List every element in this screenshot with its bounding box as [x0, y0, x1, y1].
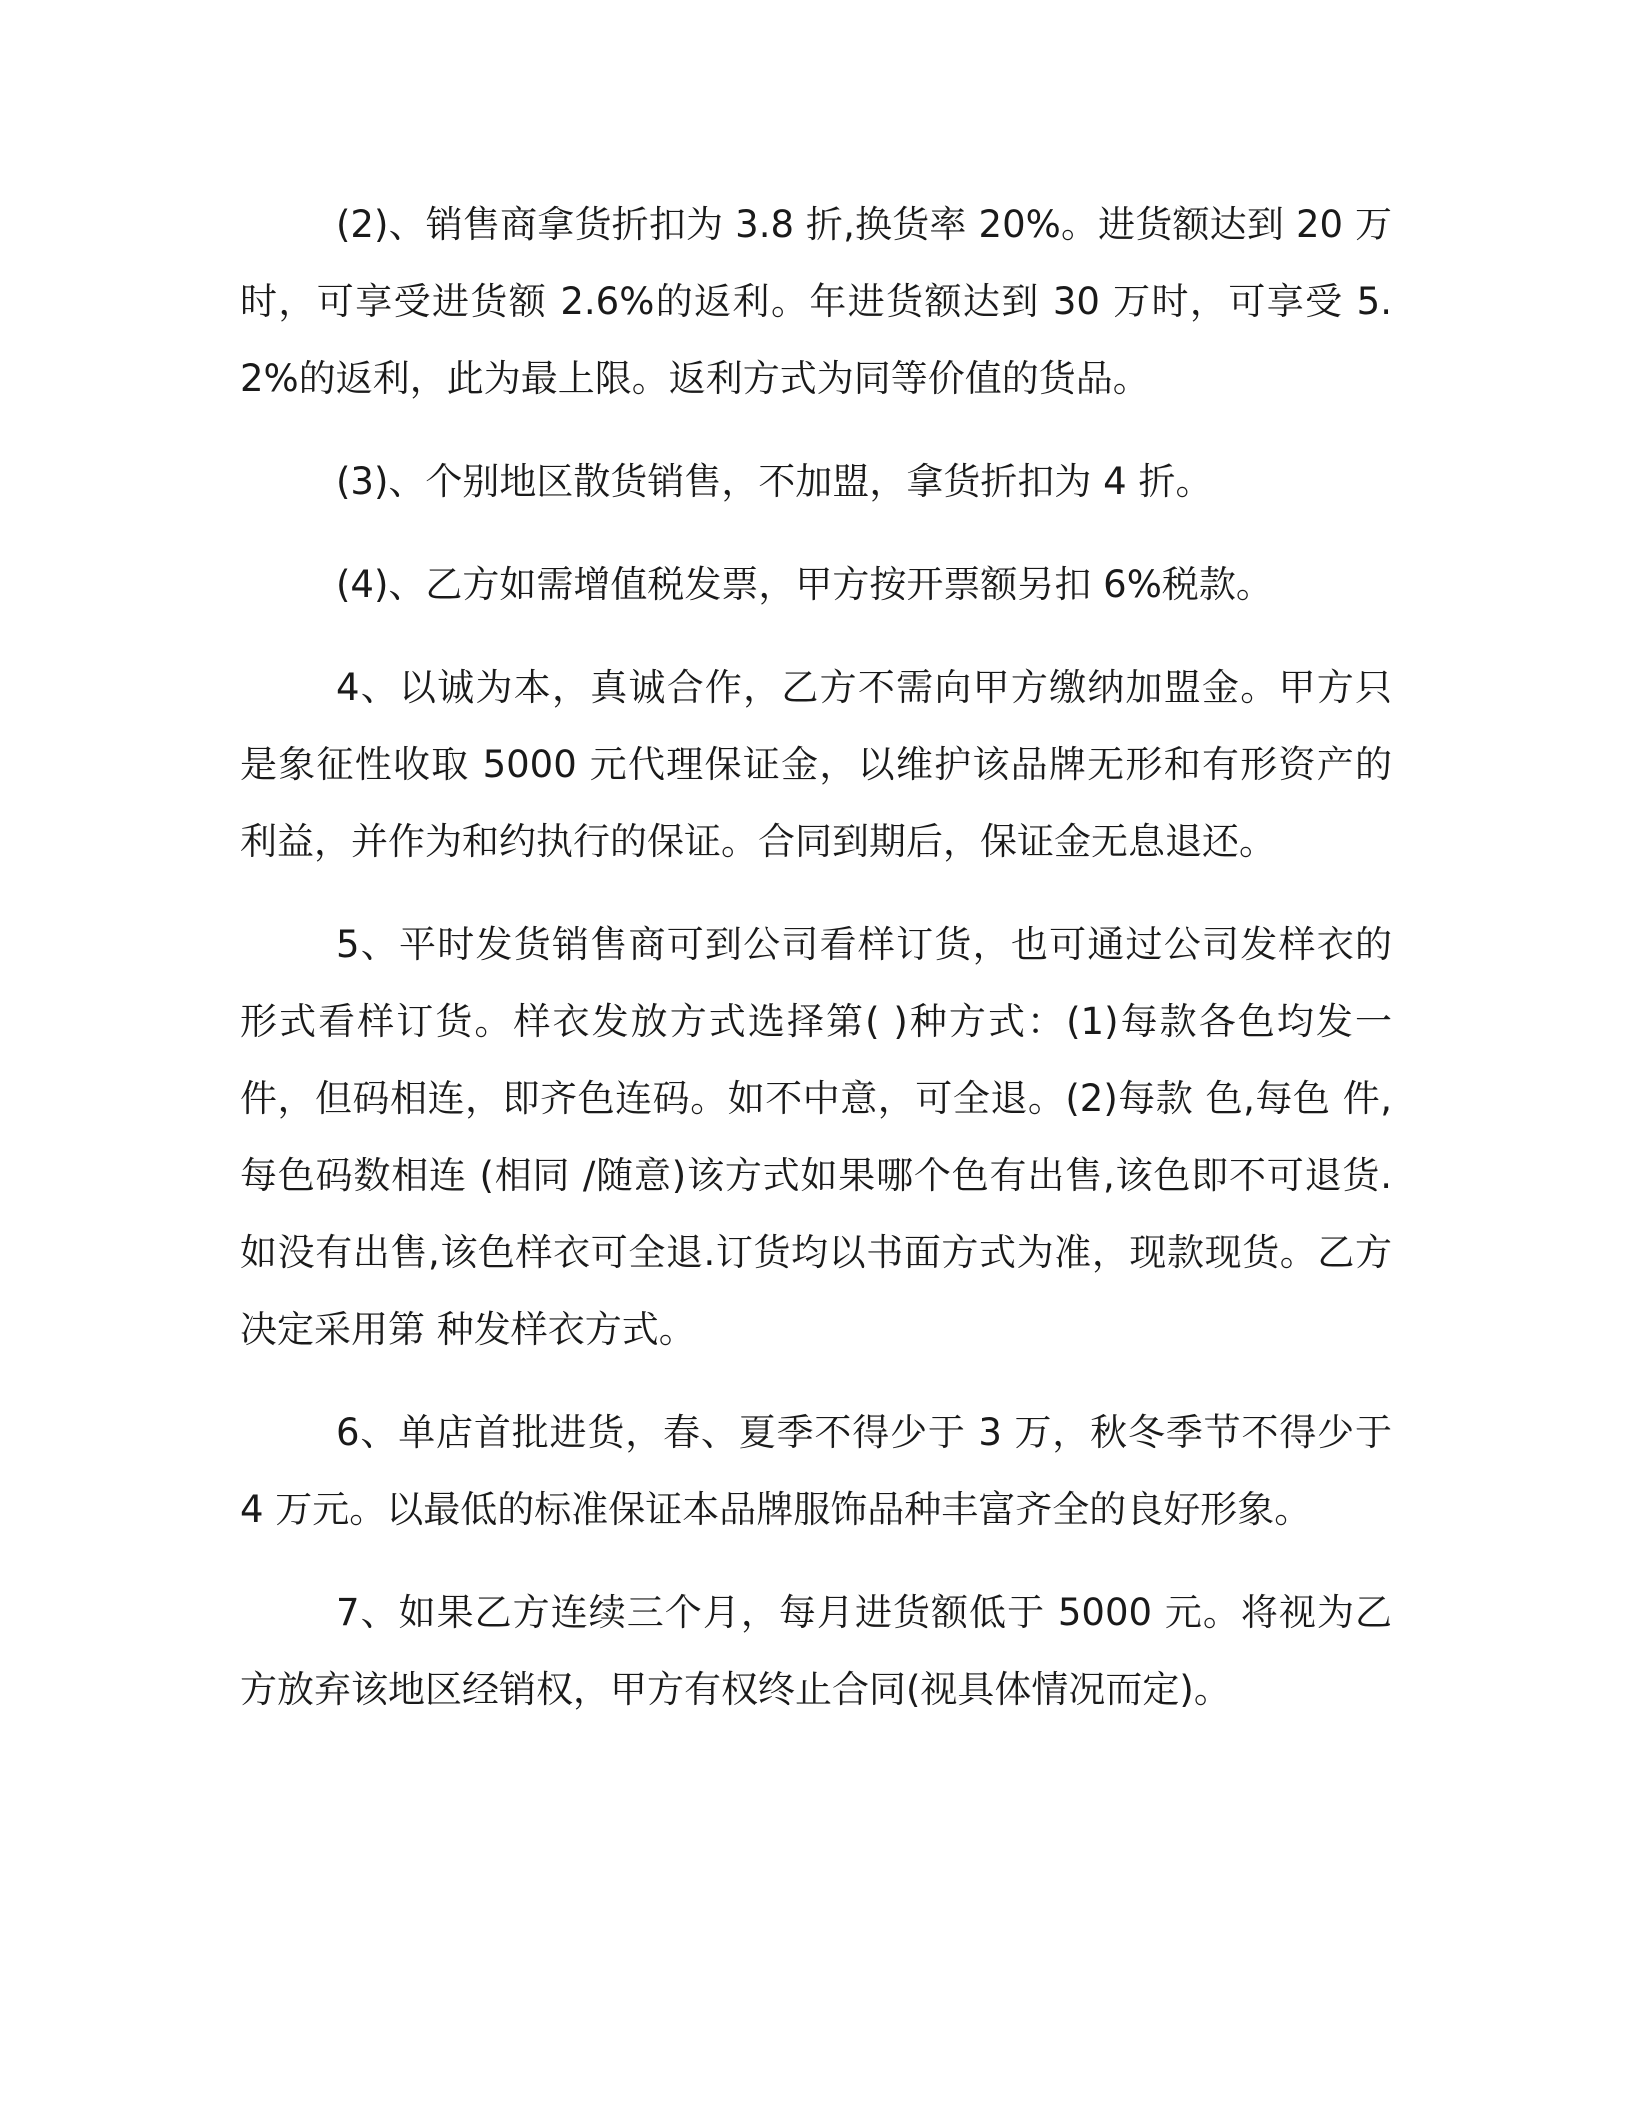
paragraph-3-bulk-sales: (3)、个别地区散货销售，不加盟，拿货折扣为 4 折。	[336, 460, 1213, 503]
clause-5-sample-ordering: 5、平时发货销售商可到公司看样订货，也可通过公司发样衣的形式看样订货。样衣发放方式选择第( )种方式：(1)每款各色均发一件，但码相连，即齐色连码。如不中意，可全退。(2)每款 色,每色 件,每色码数相连 (相同 /随意)该方式如果哪个色有出售,该色即不可退货.如没有出售,该色样衣可全退.订货均以书面方式为准，现款现货。乙方决定采用第 种发样衣方式。	[240, 923, 1392, 1351]
paragraph-4-vat-invoice: (4)、乙方如需增值税发票，甲方按开票额另扣 6%税款。	[336, 563, 1273, 606]
document-body	[240, 186, 1392, 1754]
clause-4-deposit: 4、以诚为本，真诚合作，乙方不需向甲方缴纳加盟金。甲方只是象征性收取 5000 元代理保证金，以维护该品牌无形和有形资产的利益，并作为和约执行的保证。合同到期后，保证金无息退还。	[240, 666, 1392, 863]
clause-6-first-order: 6、单店首批进货，春、夏季不得少于 3 万，秋冬季节不得少于 4 万元。以最低的标准保证本品牌服饰品种丰富齐全的良好形象。	[240, 1411, 1392, 1531]
paragraph-2-discount-terms: (2)、销售商拿货折扣为 3.8 折,换货率 20%。进货额达到 20 万时，可享受进货额 2.6%的返利。年进货额达到 30 万时，可享受 5.2%的返利，此为最上限。返利方式为同等价值的货品。	[240, 203, 1392, 400]
clause-7-termination: 7、如果乙方连续三个月，每月进货额低于 5000 元。将视为乙方放弃该地区经销权，甲方有权终止合同(视具体情况而定)。	[240, 1591, 1392, 1711]
